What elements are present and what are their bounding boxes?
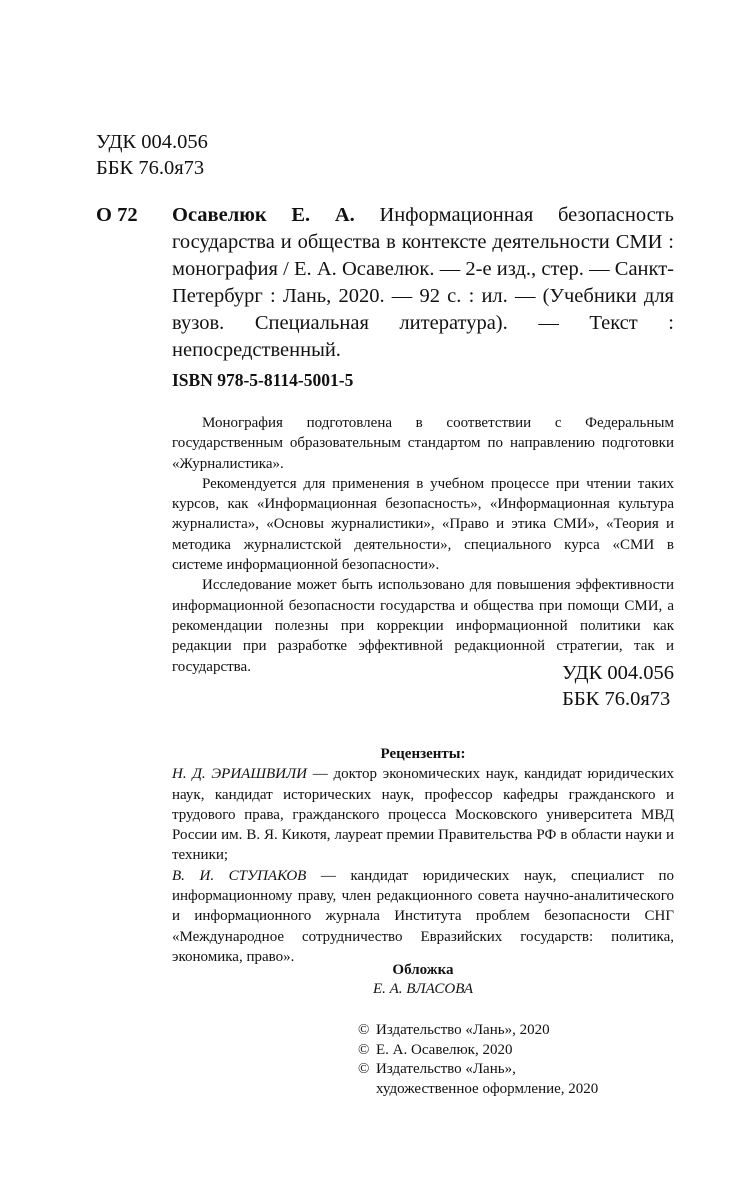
reviewer-2-name: В. И. СТУПАКОВ [172,867,307,884]
copyright-line-2: © Е. А. Осавелюк, 2020 [358,1041,598,1061]
reviewer-1-details: — доктор экономических наук, кандидат юридических наук, кандидат исторических наук, профессор кафедры гражданского и трудового права, гражданского процесса Московского университета МВД России им. В. Я. Кикотя, лауреат премии Правительства РФ в области науки и техники; [172,766,674,864]
abstract-paragraph-2: Рекомендуется для применения в учебном процессе при чтении таких курсов, как «Информационная безопасность», «Информационная культура журналиста», «Основы журналистики», «Право и этика СМИ», «Теория и методика журналистской деятельности», специального курса «СМИ в системе информационной безопасности». [172,475,674,574]
abstract [172,413,674,677]
reviewers-heading: Рецензенты: [380,746,466,762]
copyright-line-1: © Издательство «Лань», 2020 [358,1021,598,1041]
udk-code: УДК 004.056 [96,131,208,153]
reviewers-section [172,744,674,967]
description-text: Информационная безопасность государства и общества в контексте деятельности СМИ : монография / Е. А. Осавелюк. — 2-е изд., стер. — Санкт-Петербург : Лань, 2020. — 92 с. : ил. — (Учебники для вузов. Специальная литература). — Текст : непосредственный. [172,204,674,361]
author-mark: О 72 [96,204,138,226]
copyright-icon: © [358,1061,370,1077]
bbk-code-bottom: ББК 76.0я73 [562,688,671,710]
copyright-icon: © [358,1041,370,1058]
copyright-icon: © [358,1022,370,1038]
abstract-paragraph-1: Монография подготовлена в соответствии с Федеральным государственным образовательным стандартом по направлению подготовки «Журналистика». [172,415,674,472]
reviewer-1-name: Н. Д. ЭРИАШВИЛИ [172,766,307,783]
copyright-notices [358,1021,598,1099]
abstract-paragraph-3: Исследование может быть использовано для повышения эффективности информационной безопасности государства и общества при помощи СМИ, а рекомендации полезны при коррекции информационной политики как редакции при разработке эффективной редакционной стратегии, так и государства. [172,577,674,675]
copyright-line-3: © Издательство «Лань», [358,1060,598,1080]
bibliographic-description [172,202,674,364]
cover-credits [172,961,674,998]
author-name: Осавелюк Е. А. [172,204,355,226]
cover-designer: Е. А. ВЛАСОВА [372,980,474,997]
catalog-entry [96,202,674,364]
reviewer-2-details: — кандидат юридических наук, специалист по информационному праву, член редакционного совета научно-аналитического и информационного журнала Института проблем безопасности СНГ «Международное сотрудничество Евразийских государств: политика, экономика, право». [172,867,675,965]
classification-codes-bottom [562,660,674,712]
reviewer-2 [172,866,674,967]
copyright-line-3-continued: художественное оформление, 2020 [376,1080,599,1097]
reviewer-1 [172,764,674,865]
isbn: ISBN 978-5-8114-5001-5 [172,370,354,390]
classification-codes-top [96,129,208,181]
udk-code-bottom: УДК 004.056 [562,662,674,684]
bbk-code: ББК 76.0я73 [96,157,205,179]
cover-label: Обложка [392,962,454,978]
